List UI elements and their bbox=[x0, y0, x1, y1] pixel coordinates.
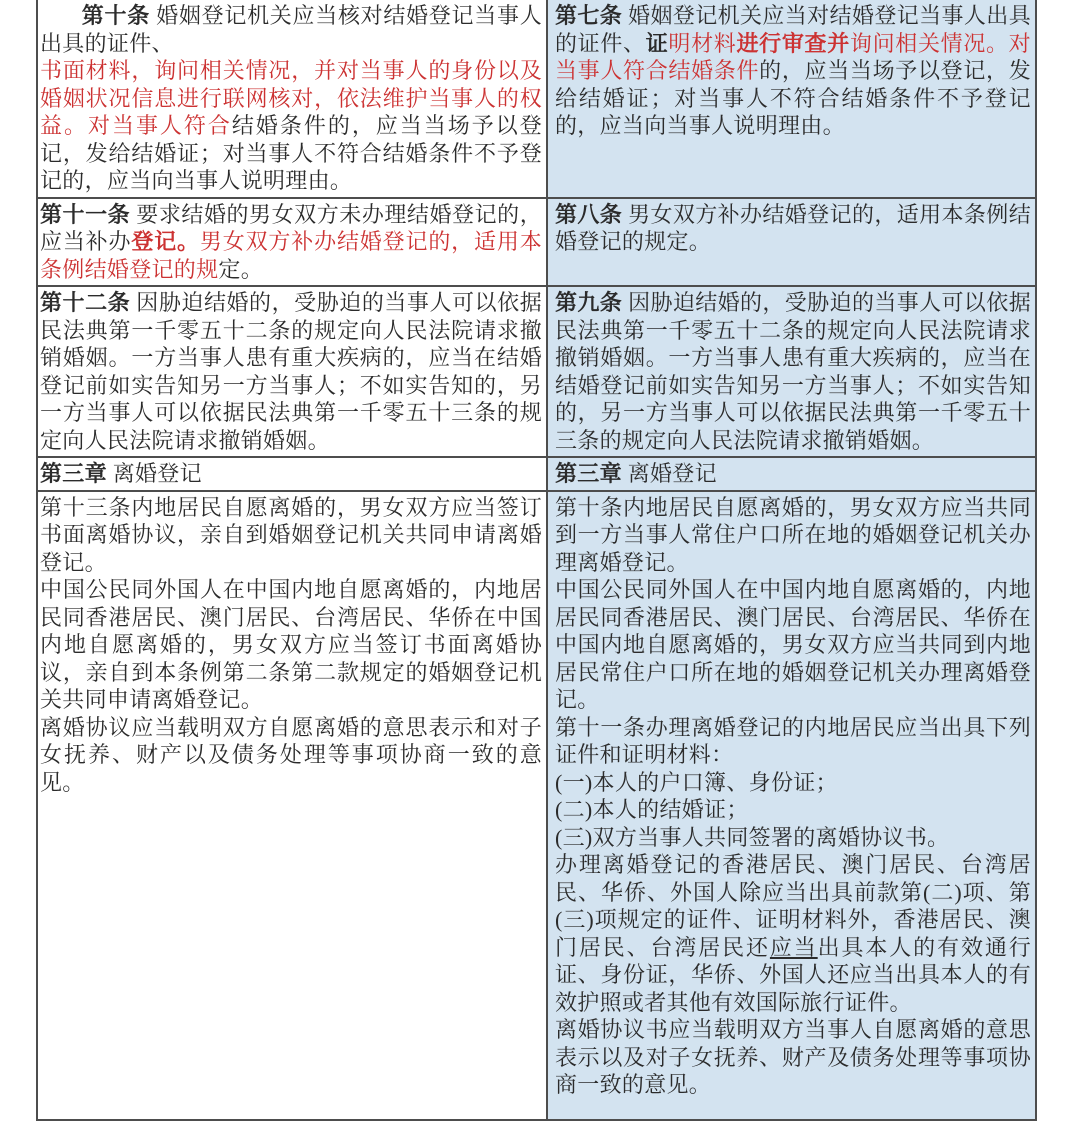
table-cell-right bbox=[548, 287, 1035, 456]
text-run: 书面材料，询问相关情况，并对当事人的身份以及婚姻状况信息进行联网核对，依法维护当事人的权益。对当事人符合 bbox=[40, 58, 542, 138]
table-cell-right bbox=[548, 492, 1035, 1119]
text-run: 中国公民同外国人在中国内地自愿离婚的，内地居民同香港居民、澳门居民、台湾居民、华侨在中国内地自愿离婚的，男女双方应当签订书面离婚协议，亲自到本条例第二条第二款规定的婚姻登记机关共同申请离婚登记。 bbox=[40, 577, 542, 712]
paragraph bbox=[555, 1016, 1031, 1099]
text-run: 中国公民同外国人在中国内地自愿离婚的，内地居民同香港居民、澳门居民、台湾居民、华侨在中国内地自愿离婚的，男女双方应当共同到内地居民常住户口所在地的婚姻登记机关办理离婚登记。 bbox=[555, 577, 1031, 712]
text-run: (一)本人的户口簿、身份证； bbox=[555, 769, 838, 795]
comparison-table bbox=[36, 0, 1037, 1121]
paragraph bbox=[40, 714, 542, 797]
text-run: 因胁迫结婚的，受胁迫的当事人可以依据民法典第一千零五十二条的规定向人民法院请求撤销婚姻。一方当事人患有重大疾病的，应当在结婚登记前如实告知另一方当事人；不如实告知的，另一方当事人可以依据民法典第一千零五十三条的规定向人民法院请求撤销婚姻。 bbox=[555, 290, 1031, 453]
paragraph bbox=[40, 57, 542, 195]
table-row bbox=[38, 492, 1035, 1121]
text-run: 第七条 bbox=[555, 3, 629, 28]
paragraph bbox=[40, 494, 542, 577]
text-run: 婚姻登记机关应当核对结婚登记当事人出具的证件、 bbox=[40, 3, 543, 56]
paragraph bbox=[40, 2, 542, 57]
text-run: 第十二条 bbox=[40, 290, 137, 315]
table-row bbox=[38, 0, 1035, 199]
text-run: (三)双方当事人共同签署的离婚协议书。 bbox=[555, 824, 950, 850]
text-run: 离婚协议书应当载明双方当事人自愿离婚的意思表示以及对子女抚养、财产及债务处理等事项协商一致的意见。 bbox=[555, 1017, 1031, 1097]
text-run: 出具本人的有效通行证、身份证，华侨、外国人还应当出具本人的有效护照或者其他有效国际旅行证件。 bbox=[555, 934, 1031, 1015]
paragraph bbox=[555, 576, 1031, 714]
paragraph bbox=[40, 460, 542, 488]
text-run: 第八条 bbox=[555, 201, 629, 227]
text-run: 因胁迫结婚的，受胁迫的当事人可以依据民法典第一千零五十二条的规定向人民法院请求撤销婚姻。一方当事人患有重大疾病的，应当在结婚登记前如实告知另一方当事人；不如实告知的，另一方当事人可以依据民法典第一千零五十三条的规定向人民法院请求撤销婚姻。 bbox=[40, 290, 542, 453]
paragraph bbox=[40, 576, 542, 714]
text-run: 第三章 bbox=[40, 461, 113, 486]
text-run: 第十三条内地居民自愿离婚的，男女双方应当签订书面离婚协议，亲自到婚姻登记机关共同申请离婚登记。 bbox=[40, 494, 542, 575]
paragraph bbox=[555, 796, 1031, 824]
text-run: 的，应当当场予以登记，发给结婚证；对当事人不符合结婚条件不予登记的，应当向当事人说明理由。 bbox=[555, 58, 1032, 138]
text-run: 登记。 bbox=[131, 229, 200, 254]
text-run: 询问相关情况。对当事人符合结婚条件 bbox=[555, 30, 1031, 83]
paragraph bbox=[555, 2, 1031, 140]
text-run: 婚姻登记机关应当对结婚登记当事人出具的证件、 bbox=[555, 3, 1031, 56]
text-run: 第十条 bbox=[81, 3, 157, 28]
text-run: 证 bbox=[645, 30, 669, 56]
text-run: 结婚条件的，应当当场予以登记，发给结婚证；对当事人不符合结婚条件不予登记的，应当向当事人说明理由。 bbox=[40, 113, 543, 193]
text-run: 第三章 bbox=[555, 461, 628, 486]
table-cell-right bbox=[548, 458, 1035, 490]
text-run: 第十一条办理离婚登记的内地居民应当出具下列证件和证明材料： bbox=[555, 714, 1031, 767]
text-run: 男女双方补办结婚登记的，适用本条例结婚登记的规定。 bbox=[555, 201, 1031, 254]
text-run: 离婚登记 bbox=[627, 461, 717, 486]
paragraph bbox=[555, 714, 1031, 769]
text-run: 明材料 bbox=[668, 30, 737, 56]
text-run: 男女双方补办结婚登记的，适用本条例结婚登记的规 bbox=[40, 229, 542, 282]
paragraph bbox=[555, 289, 1031, 454]
text-run: 第九条 bbox=[555, 290, 629, 315]
text-run: 进行审查并 bbox=[736, 30, 850, 56]
table-row bbox=[38, 458, 1035, 492]
table-cell-left bbox=[38, 0, 548, 197]
paragraph bbox=[40, 289, 542, 454]
paragraph bbox=[555, 460, 1031, 488]
paragraph bbox=[40, 201, 542, 284]
paragraph bbox=[555, 824, 1031, 852]
text-run: 第十条内地居民自愿离婚的，男女双方应当共同到一方当事人常住户口所在地的婚姻登记机关办理离婚登记。 bbox=[555, 494, 1031, 575]
text-run: 要求结婚的男女双方未办理结婚登记的，应当补办 bbox=[40, 201, 542, 254]
table-cell-left bbox=[38, 458, 548, 490]
paragraph bbox=[555, 494, 1031, 577]
text-run: 办理离婚登记的香港居民、澳门居民、台湾居民、华侨、外国人除应当出具前款第(二)项、第(三)项规定的证件、证明材料外，香港居民、澳门居民、台湾居民还 bbox=[555, 852, 1031, 960]
table-cell-left bbox=[38, 199, 548, 286]
text-run: 离婚登记 bbox=[112, 461, 202, 486]
paragraph bbox=[555, 201, 1031, 256]
table-row bbox=[38, 287, 1035, 458]
paragraph bbox=[555, 769, 1031, 797]
paragraph bbox=[555, 851, 1031, 1016]
text-run: 第十一条 bbox=[40, 201, 137, 227]
table-cell-right bbox=[548, 199, 1035, 286]
text-run: 定。 bbox=[218, 256, 264, 282]
table-cell-right bbox=[548, 0, 1035, 197]
table-cell-left bbox=[38, 492, 548, 1119]
table-row bbox=[38, 199, 1035, 288]
table-cell-left bbox=[38, 287, 548, 456]
text-run: 离婚协议应当载明双方自愿离婚的意思表示和对子女抚养、财产以及债务处理等事项协商一致的意见。 bbox=[40, 714, 542, 795]
text-run: 应当 bbox=[769, 934, 818, 960]
text-run: (二)本人的结婚证； bbox=[555, 797, 749, 822]
